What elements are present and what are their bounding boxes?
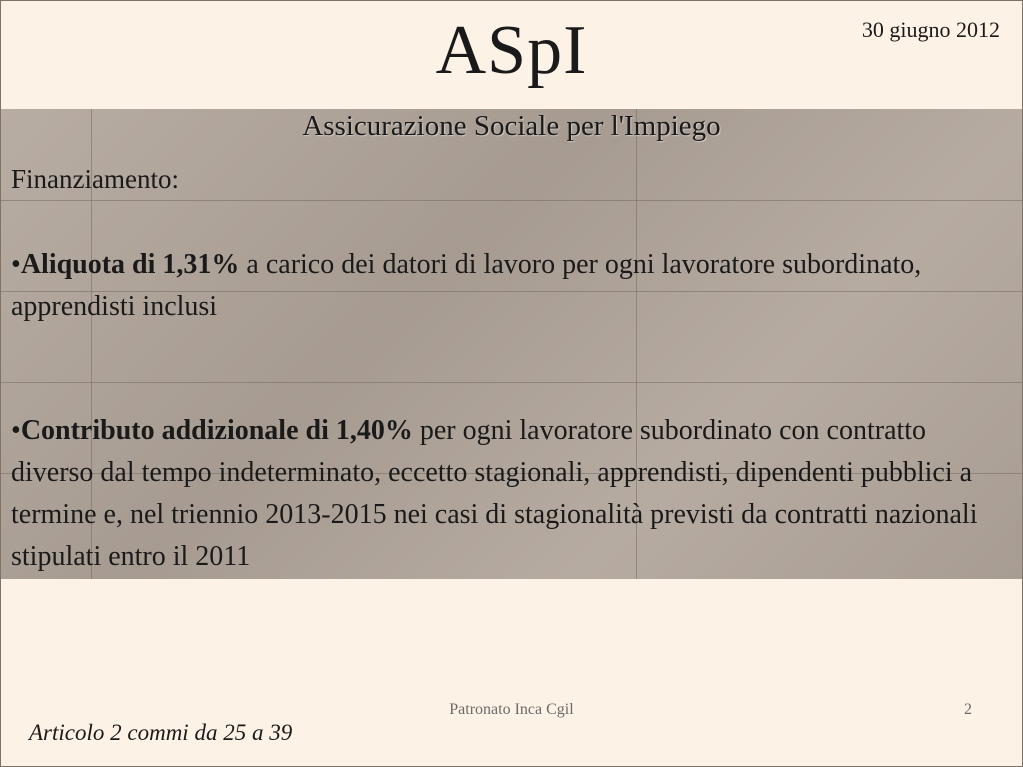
bullet-contributo-bold: Contributo addizionale di 1,40% (20, 415, 413, 446)
grid-line (1, 200, 1022, 201)
bullet-contributo-text: per ogni lavoratore subordinato con contratto diverso dal tempo indeterminato, eccetto stagionali, apprendisti, dipendenti pubblici a termine e, nel triennio 2013-2015 nei casi di stagionalità previsti da contratti nazionali stipulati entro il 2011 (11, 415, 978, 572)
section-heading: Finanziamento: (11, 164, 179, 194)
page-number: 2 (964, 701, 972, 718)
slide-title: ASpI (435, 12, 588, 89)
bullet-aliquota (11, 244, 1013, 328)
article-reference: Articolo 2 commi da 25 a 39 (29, 720, 293, 745)
bullet-aliquota-bold: Aliquota di 1,31% (20, 249, 240, 280)
footer-organization: Patronato Inca Cgil (449, 701, 574, 718)
bullet-contributo (11, 410, 1013, 578)
bullet-marker: • (11, 249, 21, 280)
slide-date: 30 giugno 2012 (861, 17, 1000, 42)
bullet-aliquota-text: a carico dei datori di lavoro per ogni lavoratore subordinato, apprendisti inclusi (11, 249, 922, 322)
slide-subtitle: Assicurazione Sociale per l'Impiego (302, 110, 721, 142)
bullet-marker: • (11, 415, 21, 446)
grid-line (1, 382, 1022, 383)
